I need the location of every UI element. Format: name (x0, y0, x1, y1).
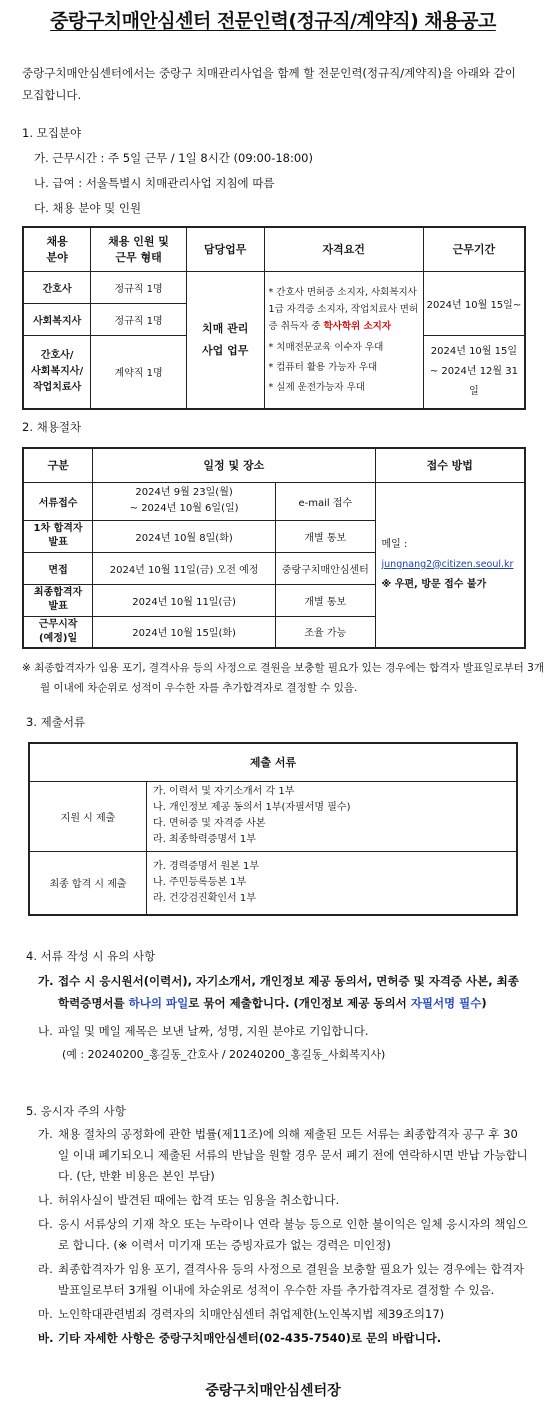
header-period: 근무기간 (423, 227, 525, 271)
doc-item: 나. 주민등록등본 1부 (153, 876, 247, 888)
section-4-heading: 4. 서류 작성 시 유의 사항 (26, 949, 156, 963)
email-link[interactable]: jungnang2@citizen.seoul.kr (381, 558, 514, 570)
method-label: 메일 : (381, 538, 408, 550)
date-cell: 2024년 10월 11일(금) 오전 예정 (93, 552, 276, 584)
section-5-heading: 5. 응시자 주의 사항 (26, 1104, 126, 1118)
date-cell: 2024년 10월 15일(화) (93, 616, 276, 648)
section-5-item: 라. 최종합격자가 임용 포기, 결격사유 등의 사정으로 결원을 보충할 필요가 있는 경우에는 합격자 발표일로부터 3개월 이내에 차순위로 성적이 우수한 자를 추가합격자로 결정할 수 있음. (38, 1262, 525, 1297)
documents-table (28, 742, 518, 916)
period-2: 2024년 10월 15일 ~ 2024년 12월 31일 (423, 335, 525, 409)
place-cell: 개별 통보 (276, 584, 375, 616)
step-cell: 1차 합격자 발표 (23, 520, 93, 552)
header-step: 구분 (23, 448, 93, 482)
qualification-3: * 컴퓨터 활용 가능자 우대 (268, 361, 378, 373)
group-label: 최종 합격 시 제출 (29, 851, 147, 915)
section-4-list (38, 970, 528, 1066)
qualification-4: * 실제 운전가능자 우대 (268, 381, 365, 393)
place-cell: 개별 통보 (276, 520, 375, 552)
header-field: 채용 분야 (23, 227, 91, 271)
period-1: 2024년 10월 15일~ (423, 271, 525, 335)
section-4-item-b: 나. 파일 및 메일 제목은 보낸 날짜, 성명, 지원 분야로 기입합니다. (38, 1024, 369, 1038)
step-cell: 최종합격자 발표 (23, 584, 93, 616)
row-field: 간호사/ 사회복지사/ 작업치료사 (23, 335, 91, 409)
doc-item: 나. 개인정보 제공 동의서 1부(자필서명 필수) (153, 802, 351, 813)
row-field: 간호사 (23, 271, 91, 303)
method-cell (375, 482, 525, 648)
doc-item: 가. 경력증명서 원본 1부 (153, 860, 260, 872)
header-qualification: 자격요건 (264, 227, 423, 271)
page-title: 중랑구치매안심센터 전문인력(정규직/계약직) 채용공고 (50, 10, 496, 32)
date-cell: 2024년 10월 11일(금) (93, 584, 276, 616)
section-5-list (38, 1124, 528, 1349)
place-cell: e-mail 접수 (276, 482, 375, 520)
section-5-item: 마. 노인학대관련범죄 경력자의 치매안심센터 취업제한(노인복지법 제39조의17) (38, 1307, 445, 1321)
file-name-example: (예 : 20240200_홍길동_간호사 / 20240200_홍길동_사회복지사) (62, 1048, 386, 1061)
section-1-item-a: 가. 근무시간 : 주 5일 근무 / 1일 8시간 (09:00-18:00) (34, 151, 313, 165)
signature-highlight: 자필서명 필수 (410, 996, 482, 1010)
section-1-item-b: 나. 급여 : 서울특별시 치매관리사업 지침에 따름 (34, 176, 275, 190)
header-schedule: 일정 및 장소 (93, 448, 375, 482)
qualification-1: * 간호사 면허증 소지자, 사회복지사 1급 자격증 소지자, 작업치료사 면허증 취득자 중 학사학위 소지자 (268, 286, 419, 332)
section-5-item: 다. 응시 서류상의 기재 착오 또는 누락이나 연락 불능 등으로 인한 불이익은 일체 응시자의 책임으로 합니다. (※ 이력서 미기재 또는 증빙자료가 없는 경력은 미인정) (38, 1217, 528, 1252)
doc-item: 라. 건강검진확인서 1부 (153, 892, 256, 904)
duty-cell: 치매 관리 사업 업무 (186, 271, 264, 409)
row-count: 계약직 1명 (91, 335, 187, 409)
intro-paragraph: 중랑구치매안심센터에서는 중랑구 치매관리사업을 함께 할 전문인력(정규직/계약직)을 아래와 같이 모집합니다. (22, 66, 516, 102)
section-1-heading: 1. 모집분야 (22, 126, 82, 140)
single-file-highlight: 하나의 파일 (128, 996, 189, 1010)
row-count: 정규직 1명 (91, 271, 187, 303)
documents-header: 제출 서류 (29, 743, 517, 781)
row-count: 정규직 1명 (91, 303, 187, 335)
procedure-table (22, 447, 526, 649)
step-cell: 면접 (23, 552, 93, 584)
date-cell: 2024년 10월 8일(화) (93, 520, 276, 552)
section-2-heading: 2. 채용절차 (22, 420, 82, 434)
section-5-contact: 바. 기타 자세한 사항은 중랑구치매안심센터(02-435-7540)로 문의 바랍니다. (38, 1331, 442, 1345)
place-cell: 조율 가능 (276, 616, 375, 648)
step-cell: 서류접수 (23, 482, 93, 520)
doc-item: 가. 이력서 및 자기소개서 각 1부 (153, 786, 295, 797)
procedure-note: ※ 최종합격자가 임용 포기, 결격사유 등의 사정으로 결원을 보충할 필요가 있는 경우에는 합격자 발표일로부터 3개월 이내에 차순위로 성적이 우수한 자를 추가합격자로 결정할 수 있음. (22, 662, 544, 694)
section-1-item-c: 다. 채용 분야 및 인원 (34, 201, 142, 215)
step-cell: 근무시작 (예정)일 (23, 616, 93, 648)
row-field: 사회복지사 (23, 303, 91, 335)
doc-item: 다. 면허증 및 자격증 사본 (153, 818, 266, 829)
doc-item: 라. 최종학력증명서 1부 (153, 834, 256, 845)
signature-footer: 중랑구치매안심센터장 (205, 1383, 341, 1399)
section-4-item-a: 가. 접수 시 응시원서(이력서), 자기소개서, 개인정보 제공 동의서, 면허증 및 자격증 사본, 최종학력증명서를 하나의 파일로 묶어 제출합니다. (개인정보 제공 동의서 자필서명 필수) (38, 974, 519, 1010)
section-3-heading: 3. 제출서류 (26, 715, 86, 729)
date-cell: 2024년 9월 23일(월) ~ 2024년 10월 6일(일) (93, 482, 276, 520)
group-items (147, 851, 517, 915)
section-5-item: 가. 채용 절차의 공정화에 관한 법률(제11조)에 의해 제출된 모든 서류는 최종합격자 공구 후 30일 이내 폐기되오니 제출된 서류의 반납을 원할 경우 문서 폐기 전에 연락하시면 반납 가능합니다. (단, 반환 비용은 본인 부담) (38, 1127, 528, 1183)
degree-highlight: 학사학위 소지자 (323, 320, 392, 332)
header-duty: 담당업무 (186, 227, 264, 271)
qualification-cell (264, 271, 423, 409)
place-cell: 중랑구치매안심센터 (276, 552, 375, 584)
qualification-2: * 치매전문교육 이수자 우대 (268, 341, 384, 353)
group-items (147, 781, 517, 851)
header-count: 채용 인원 및 근무 형태 (91, 227, 187, 271)
recruit-field-table (22, 226, 526, 410)
group-label: 지원 시 제출 (29, 781, 147, 851)
header-method: 접수 방법 (375, 448, 525, 482)
method-note: ※ 우편, 방문 접수 불가 (381, 578, 487, 590)
section-5-item: 나. 허위사실이 발견된 때에는 합격 또는 임용을 취소합니다. (38, 1193, 340, 1207)
